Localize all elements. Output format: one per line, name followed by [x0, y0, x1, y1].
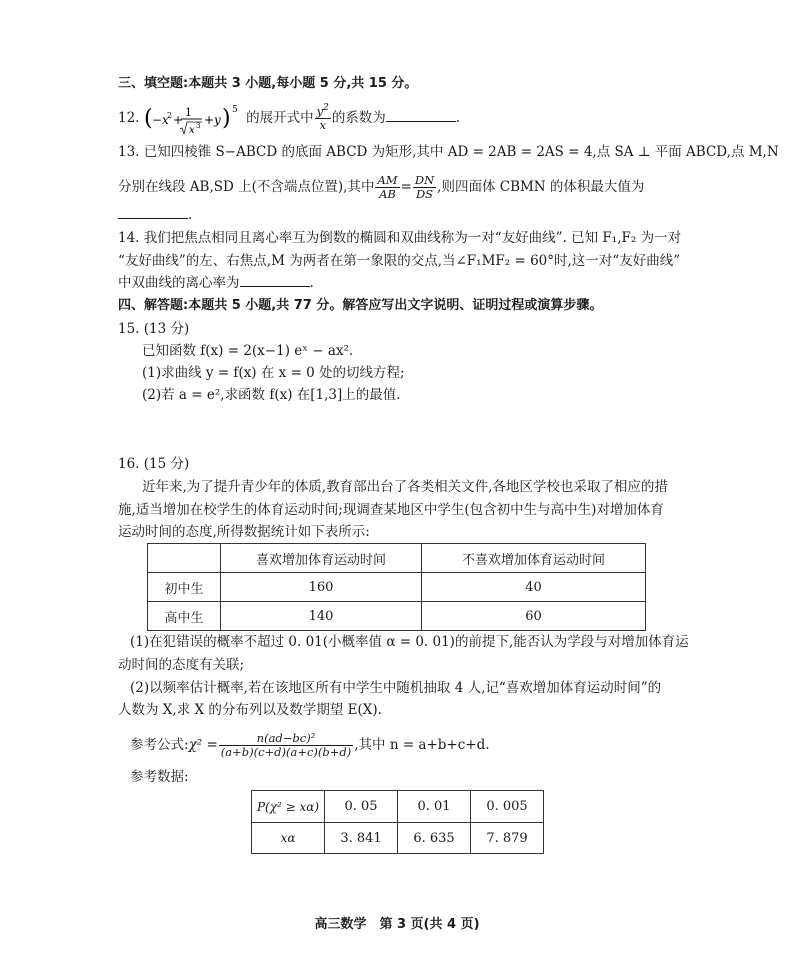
row-label-junior: 初中生: [148, 573, 221, 602]
q13-line1: 13. 已知四棱锥 S−ABCD 的底面 ABCD 为矩形,其中 AD = 2AB = 2AS = 4,点 SA ⊥ 平面 ABCD,点 M,N: [118, 144, 779, 160]
q15-head: 15. (13 分): [118, 321, 190, 337]
critical-value-table: [251, 790, 544, 854]
svg-text:2: 2: [166, 110, 172, 120]
svg-text:(: (: [143, 105, 153, 131]
q15-line3: (2)若 a = e²,求函数 f(x) 在[1,3]上的最值.: [142, 387, 401, 403]
header-like: 喜欢增加体育运动时间: [221, 544, 422, 573]
table-row: [148, 544, 646, 573]
svg-text:x: x: [188, 124, 195, 136]
table-row: 初中生 160 40: [148, 573, 646, 602]
svg-text:1: 1: [184, 105, 192, 119]
q14-line2: “友好曲线”的左、右焦点,M 为两者在第一象限的交点,当∠F₁MF₂ = 60°时,这一对“友好曲线”: [118, 253, 681, 269]
svg-text:y: y: [213, 112, 221, 127]
q16-head: 16. (15 分): [118, 456, 190, 472]
q16-para-3: 运动时间的态度,所得数据统计如下表所示:: [118, 524, 370, 540]
q13-line2-text: 分别在线段 AB,SD 上(不含端点位置),其中: [118, 179, 375, 195]
page-footer: 高三数学 第 3 页(共 4 页): [314, 917, 480, 932]
reference-formula: 参考公式:χ² = $\frac{\text{n(ad−bc)²}}{(a+b)(c+d)(a+c)(b+d)}$ ,其中 n = a+b+c+d.: [130, 731, 490, 759]
q16-para-1: 近年来,为了提升青少年的体质,教育部出台了各类相关文件,各地区学校也采取了相应的措: [142, 479, 668, 495]
q15-line1: 已知函数 f(x) = 2(x−1) eˣ − ax².: [142, 343, 354, 359]
svg-text:−x: −x: [151, 112, 169, 127]
q12-y2-over-x: $\frac{y^2}{x}$: [316, 103, 329, 132]
q14-line1: 14. 我们把焦点相同且离心率互为倒数的椭圆和双曲线称为一对“友好曲线”. 已知 F₁,F₂ 为一对: [118, 230, 682, 246]
q12-binomial-expression: [144, 101, 242, 137]
q16-para-2: 施,适当增加在校学生的体育运动时间;现调查某地区中学生(包含初中生与高中生)对增加体育: [118, 502, 664, 518]
question-12: 12. ( −x 2 + 1 x 3 + y ) 5 的展开式中 $\frac{y^2}{x}$ 的系数为 .: [118, 100, 460, 136]
q12-answer-blank[interactable]: [386, 109, 456, 122]
q14-answer-blank[interactable]: [240, 274, 310, 287]
q13-frac-am-ab: $\frac{AM}{AB}$: [377, 173, 398, 201]
q16-sub1-line1: (1)在犯错误的概率不超过 0. 01(小概率值 α = 0. 01)的前提下,能否认为学段与对增加体育运: [130, 634, 689, 650]
table-row: xα 3. 841 6. 635 7. 879: [252, 823, 544, 854]
q16-sub2-line2: 人数为 X,求 X 的分布列以及数学期望 E(X).: [118, 702, 382, 718]
q13-line2-tail: ,则四面体 CBMN 的体积最大值为: [437, 179, 645, 195]
q15-line2: (1)求曲线 y = f(x) 在 x = 0 处的切线方程;: [142, 365, 405, 381]
q16-sub2-line1: (2)以频率估计概率,若在该地区所有中学生中随机抽取 4 人,记“喜欢增加体育运动时间”的: [130, 680, 662, 696]
section-4-title: 四、解答题:本题共 5 小题,共 77 分。解答应写出文字说明、证明过程或演算步骤。: [118, 298, 603, 313]
table-row: 高中生 140 60: [148, 602, 646, 631]
svg-text:+: +: [203, 112, 214, 127]
section-3-title: 三、填空题:本题共 3 小题,每小题 5 分,共 15 分。: [118, 76, 418, 91]
q13-answer-blank[interactable]: [118, 206, 188, 219]
chi-square-fraction: $\frac{\text{n(ad−bc)²}}{(a+b)(c+d)(a+c)(b+d)}$: [220, 731, 352, 759]
q13-frac-dn-ds: $\frac{DN}{DS}$: [414, 173, 435, 201]
svg-text:+: +: [172, 112, 183, 127]
q13-line2: 分别在线段 AB,SD 上(不含端点位置),其中 $\frac{AM}{AB}$ = $\frac{DN}{DS}$ ,则四面体 CBMN 的体积最大值为: [118, 173, 645, 201]
header-dislike: 不喜欢增加体育运动时间: [422, 544, 646, 573]
q12-number: 12.: [118, 110, 140, 126]
q12-text-end: 的系数为: [331, 110, 386, 126]
svg-text:3: 3: [195, 121, 201, 130]
q12-text-mid: 的展开式中: [246, 110, 314, 126]
svg-text:): ): [221, 105, 231, 131]
row-label-senior: 高中生: [148, 602, 221, 631]
q13-answer-line: .: [118, 206, 192, 224]
survey-table: [147, 543, 646, 631]
reference-data-label: 参考数据:: [130, 769, 189, 785]
q14-line3: 中双曲线的离心率为 .: [118, 275, 314, 291]
q16-sub1-line2: 动时间的态度有关联;: [118, 657, 245, 673]
table-row: P(χ² ≥ xα) 0. 05 0. 01 0. 005: [252, 791, 544, 823]
svg-text:5: 5: [231, 104, 238, 115]
